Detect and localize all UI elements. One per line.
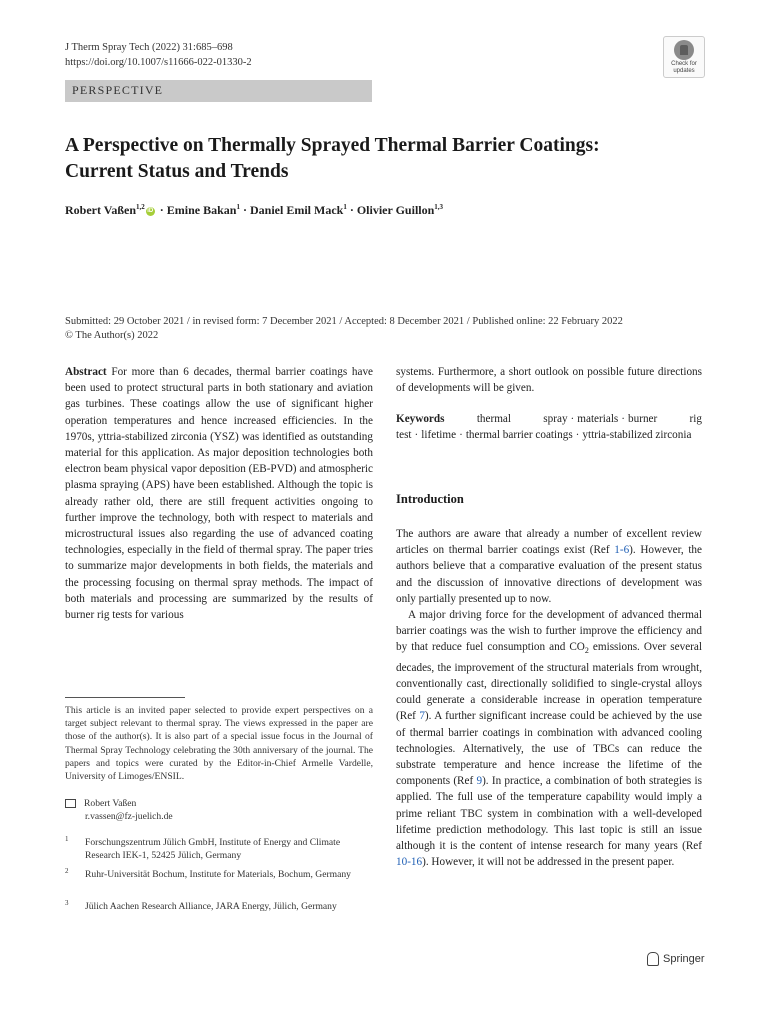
author-sup: 1,3 <box>434 203 444 211</box>
author-separator: · <box>159 203 164 217</box>
check-updates-label-2: updates <box>673 68 695 74</box>
author-list <box>65 203 443 218</box>
affiliation-text: Ruhr-Universität Bochum, Institute for Materials, Bochum, Germany <box>85 869 351 880</box>
keyword: burner rig test <box>396 413 702 442</box>
title-line-1: A Perspective on Thermally Sprayed Thermal Barrier Coatings: <box>65 135 600 156</box>
author-name[interactable]: Emine Bakan <box>166 203 237 217</box>
check-for-updates-badge[interactable] <box>663 36 705 78</box>
reference-link[interactable]: 10-16 <box>396 856 423 869</box>
keyword: thermal barrier coatings <box>465 429 573 442</box>
keywords: Keywords thermal spray · materials · burner rig test · lifetime · thermal barrier coatings · yttria-stabilized zirconia <box>396 413 702 442</box>
intro-paragraph-1: The authors are aware that already a number of excellent review articles on thermal barrier coatings exist (Ref 1-6). However, the authors believe that a comparative evaluation of the present status and the discussion of innovative directions of development was only partially presented up to now. <box>396 528 702 605</box>
introduction-heading: Introduction <box>396 492 464 506</box>
doi-link[interactable]: https://doi.org/10.1007/s11666-022-01330-2 <box>65 57 252 68</box>
dates-line: Submitted: 29 October 2021 / in revised form: 7 December 2021 / Accepted: 8 December 2021 / Published online: 22 February 2022 <box>65 316 623 327</box>
check-updates-icon <box>674 40 694 60</box>
check-updates-label-1: Check for <box>671 61 697 67</box>
abstract-continuation: systems. Furthermore, a short outlook on possible future directions of developments will be given. <box>396 366 702 395</box>
affiliation-text: Jülich Aachen Research Alliance, JARA Energy, Jülich, Germany <box>85 901 337 912</box>
publication-dates <box>65 315 705 343</box>
keyword: yttria-stabilized zirconia <box>582 429 692 442</box>
abstract-text: For more than 6 decades, thermal barrier coatings have been used to protect structural parts in both stationary and aviation gas turbines. These coatings allow the use of significant higher operation temperatures and hence increased efficiencies. In the 1970s, yttria-stabilized zirconia (YSZ) was identified as outstanding material for this application. As major deposition technologies both electron beam physical vapor deposition (EB-PVD) and atmospheric plasma spraying (APS) have been established. Although the topic is already rather old, there are still frequent activities ongoing to further improve the technology, both with respect to materials and microstructural issues also regarding the use of advanced coating technologies, especially in the field of thermal spray. The paper tries to summarize major developments in both fields, the materials and the processing focusing on thermal spray methods. The impact of both materials and processing are summarized by the results of burner rig tests for various <box>65 366 374 622</box>
introduction-body <box>396 526 702 871</box>
publisher-logo <box>647 952 705 966</box>
correspondence <box>65 797 173 823</box>
envelope-icon <box>65 799 76 808</box>
keyword: lifetime <box>421 429 457 442</box>
intro-paragraph-2: A major driving force for the development of advanced thermal barrier coatings was the wish to further improve the efficiency and by that reduce fuel consumption and $CO_2$ emissions. Over several decades, the improvement of the structural materials from wrought, conventionally cast, directionally solidified to single-crystal alloys could generate a considerable increase in operation temperature (Ref 7). A further significant increase could be achieved by the use of thermal barrier coatings in combination with advanced cooling technologies. Alternatively, the use of TBCs can reduce the substrate temperature and hence increase the lifetime of the components (Ref 9). In practice, a combination of both strategies is applied. The full use of the temperature capability would imply a prime reliant TBC system in combination with a well-developed lifetime prediction methodology. This last topic is still an issue although it is the content of intense research for many years (Ref 10-16). However, it will not be addressed in the present paper. <box>396 609 702 869</box>
correspondence-email[interactable]: r.vassen@fz-juelich.de <box>85 811 173 823</box>
orcid-icon[interactable]: iD <box>147 207 154 214</box>
author-name[interactable]: Robert Vaßen <box>65 203 137 217</box>
paper-title <box>65 133 705 185</box>
author-sup: 1 <box>343 203 347 211</box>
affiliation-number: 3 <box>65 899 69 907</box>
keywords-heading: Keywords <box>396 413 445 425</box>
affiliation-text: Forschungszentrum Jülich GmbH, Institute of Energy and Climate Research IEK-1, 52425 Jülich, Germany <box>85 837 341 862</box>
abstract <box>65 364 373 623</box>
citation: J Therm Spray Tech (2022) 31:685–698 <box>65 42 233 53</box>
author-separator: · <box>242 203 247 217</box>
keyword: materials <box>577 413 619 425</box>
section-banner <box>65 80 372 102</box>
footnote-divider <box>65 697 185 698</box>
copyright-line: © The Author(s) 2022 <box>65 330 159 341</box>
abstract-heading: Abstract <box>65 366 107 378</box>
author-sup: 1 <box>236 203 240 211</box>
author-name[interactable]: Olivier Guillon <box>356 203 435 217</box>
author-name[interactable]: Daniel Emil Mack <box>249 203 344 217</box>
section-label: PERSPECTIVE <box>72 83 164 97</box>
correspondence-name: Robert Vaßen <box>84 798 137 809</box>
affiliation-number: 2 <box>65 867 69 875</box>
reference-link[interactable]: 7 <box>419 710 425 723</box>
reference-link[interactable]: 1-6 <box>614 544 630 557</box>
affiliation-number: 1 <box>65 835 69 843</box>
footnote: This article is an invited paper selected to provide expert perspectives on a target subject relevant to thermal spray. The views expressed in the paper are those of the author(s). It is also part of a special issue focus in the Journal of Thermal Spray Technology celebrating the 30th anniversary of the journal. The papers and topics were curated by the Editor-in-Chief Armelle Vardelle, University of Limoges/ENSIL. <box>65 705 373 783</box>
author-sup: 1,2 <box>136 203 145 211</box>
keyword: thermal spray <box>476 413 568 425</box>
title-line-2: Current Status and Trends <box>65 161 289 182</box>
reference-link[interactable]: 9 <box>476 775 483 788</box>
springer-horse-icon <box>647 952 659 966</box>
journal-info <box>65 40 252 70</box>
publisher-name: Springer <box>663 952 705 965</box>
author-separator: · <box>349 203 354 217</box>
